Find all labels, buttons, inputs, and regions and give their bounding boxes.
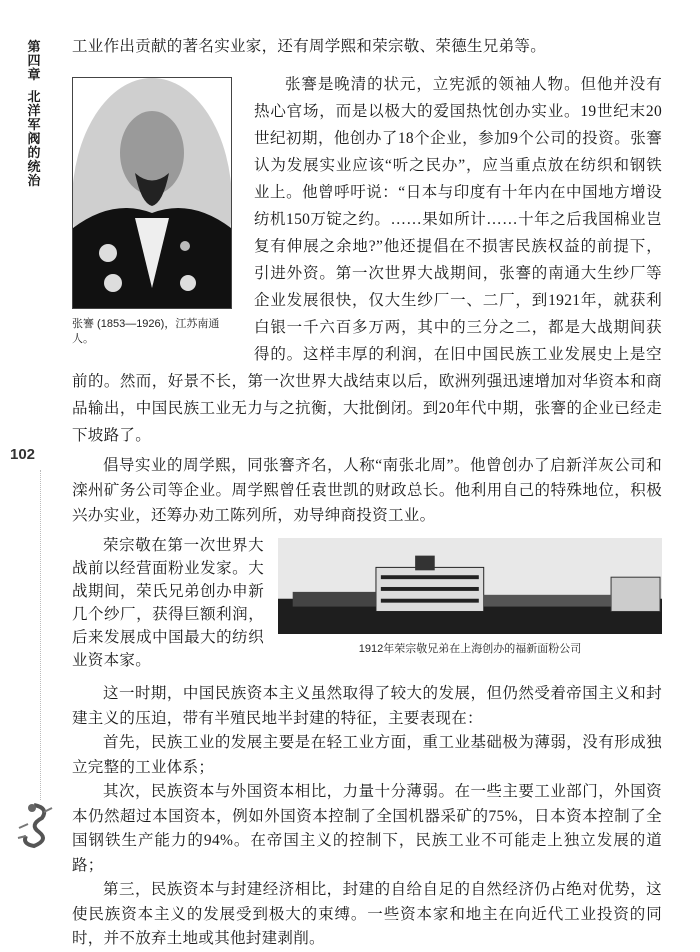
portrait-figure	[72, 77, 232, 347]
zhou-paragraph: 倡导实业的周学熙，同张謇齐名，人称“南张北周”。他曾创办了启新洋灰公司和滦州矿务公司等企业。周学熙曾任袁世凯的财政总长。他利用自己的特殊地位，积极兴办实业，还筹办劝工陈列所，劝导绅商投资工业。	[72, 457, 662, 524]
paragraph: 首先，民族工业的发展主要是在轻工业方面，重工业基础极为薄弱，没有形成独立完整的工业体系；	[72, 734, 662, 776]
zhang-paragraph-continued: 品输出，中国民族工业无力与之抗衡，大批倒闭。到20年代中期，张謇的企业已经走下坡路了。	[72, 400, 662, 444]
page-body	[72, 34, 662, 952]
paragraph: 第三，民族资本与封建经济相比，封建的自给自足的自然经济仍占绝对优势，这使民族资本主义的发展受到极大的束缚。一些资本家和地主在向近代工业投资的同时，并不放弃土地或其他封建剥削。	[72, 881, 662, 947]
rong-section	[72, 534, 662, 672]
intro-line: 工业作出贡献的著名实业家，还有周学熙和荣宗敬、荣德生兄弟等。	[72, 38, 547, 55]
factory-figure	[278, 538, 662, 657]
characteristics-section	[72, 682, 662, 952]
chapter-number: 第四章	[27, 39, 41, 82]
factory-caption: 1912年荣宗敬兄弟在上海创办的福新面粉公司	[358, 643, 582, 655]
paragraph: 这一时期，中国民族资本主义虽然取得了较大的发展，但仍然受着帝国主义和封建主义的压迫，带有半殖民地半封建的特征，主要表现在：	[72, 685, 662, 727]
chapter-title: 北洋军阀的统治	[27, 89, 41, 188]
portrait-photo	[72, 77, 232, 309]
margin-divider	[40, 470, 41, 800]
rong-paragraph: 荣宗敬在第一次世界大战前以经营面粉业发家。大战期间，荣氏兄弟创办申新几个纱厂，获得巨额利润，后来发展成中国最大的纺织业资本家。	[72, 537, 264, 669]
factory-photo	[278, 538, 662, 634]
chapter-side-label	[26, 40, 42, 188]
page-number: 102	[10, 446, 36, 463]
zhang-paragraph-part1: 张謇是晚清的状元，立宪派的领袖人物。但他并没有热心官场，而是以极大的爱国热忱创办实业。19世纪末20世纪初期，他创办了18个企业，参加9个公司的投资。张謇认为发展实业应该“听之民办”，应当重点放在纺织和钢铁业上。他曾呼吁说：“日本与印度有十年内在中国地方增设纺机150万锭之约。……果如所计……十年之后我国棉业岂复有伸展之余地?”他还提倡在不损害民族权益的前提下，引进外资。第一次世界大战期间，张謇的南通大生纱厂等企业发展很快，仅大生纱厂一、二厂，到1921年，就获利白银一千六百多万两，其中的三分之二，都是大战期间获得的。这样丰厚的利润，在旧中国民族工业发展史上是空前的。然而，好景不长，第一次世界大战结束以后，欧洲列强迅速增加对华资本和商	[72, 76, 662, 390]
dragon-icon	[14, 800, 54, 850]
zhang-section	[72, 71, 662, 449]
paragraph: 其次，民族资本与外国资本相比，力量十分薄弱。在一些主要工业部门，外国资本仍然超过本国资本，例如外国资本控制了全国机器采矿的75%，日本资本控制了全国钢铁生产能力的94%。在帝国主义的控制下，民族工业不可能走上独立发展的道路；	[72, 783, 662, 874]
portrait-caption: 张謇 (1853—1926)，江苏南通人。	[72, 318, 220, 345]
